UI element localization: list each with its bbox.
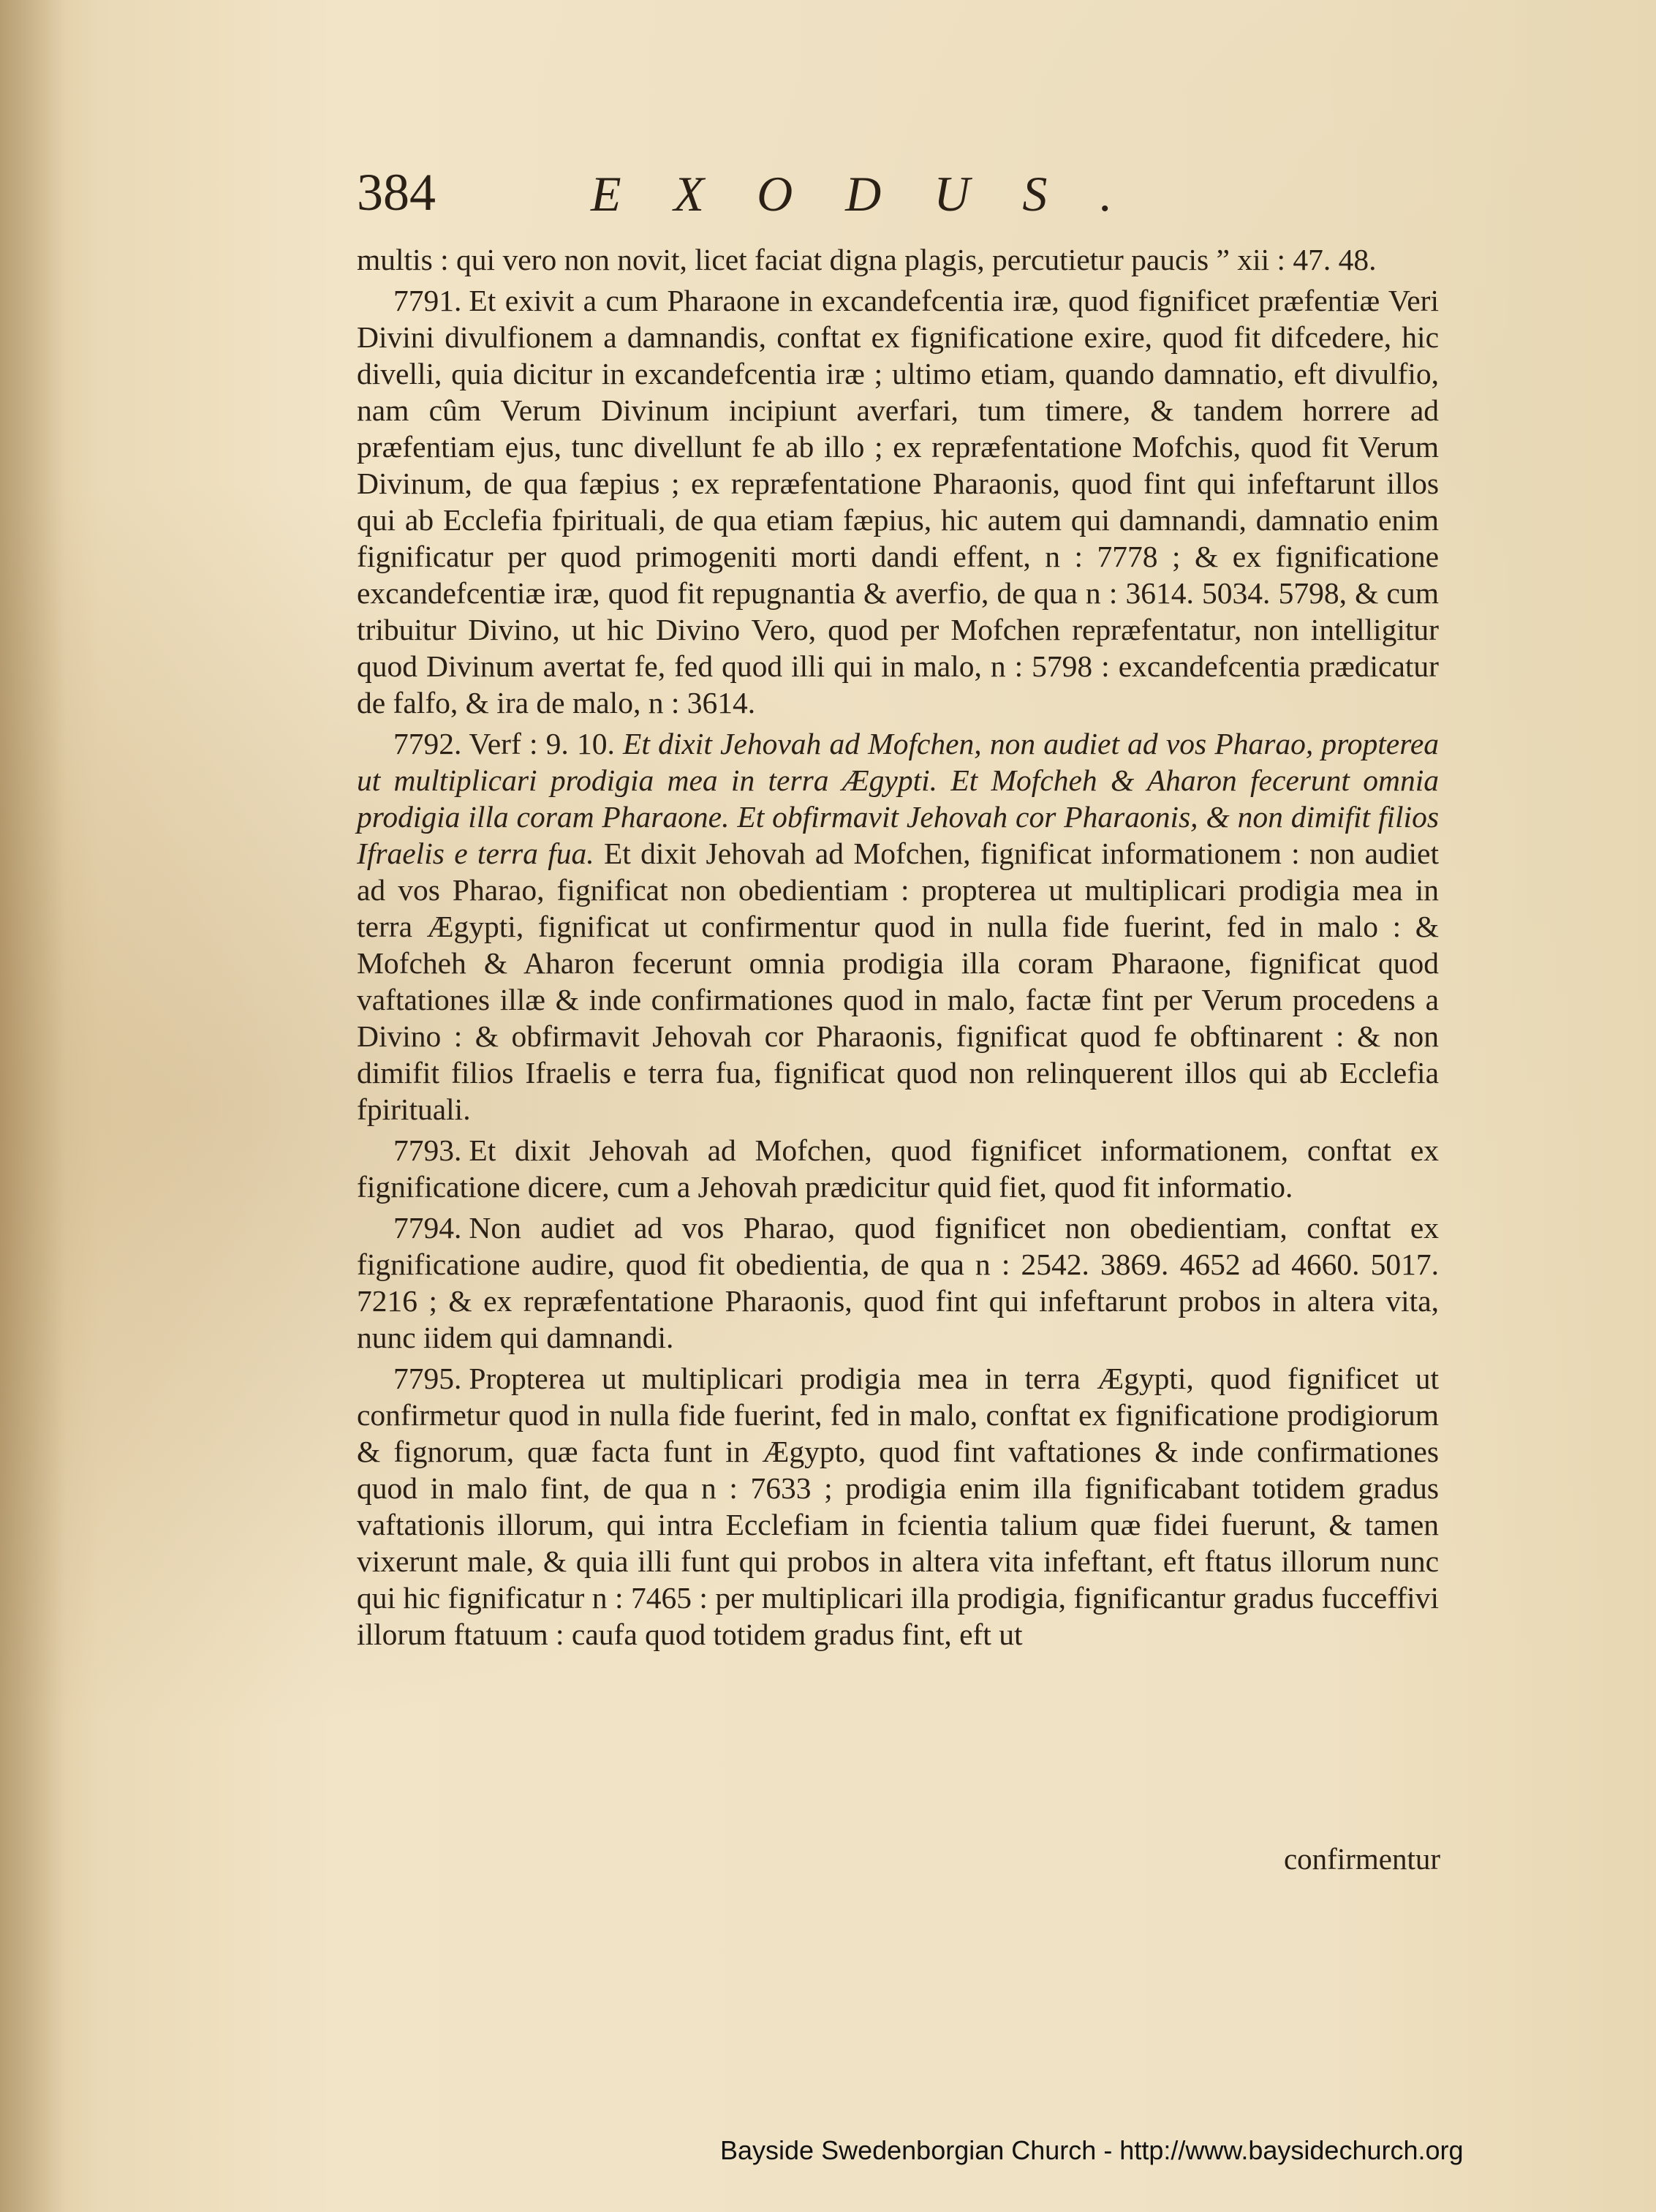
paragraph-text: Non audiet ad vos Pharao, quod fignificet non obedientiam, conftat ex fignificatione audire, quod fit obedientia, de qua n : 2542. 3869. 4652 ad 4660. 5017. 7216 ; & ex repræfentatione Pharaonis, quod fint qui infeftarunt probos in altera vita, nunc iidem qui damnandi. [357, 1211, 1439, 1354]
scripture-quote: Et dixit Jehovah ad Mofchen, non audiet ad vos Pharao, propterea ut multiplicari prodigia mea in terra Ægypti. Et Mofcheh & Aharon fecerunt omnia prodigia illa coram Pharaone. Et obfirmavit Jehovah cor Pharaonis, & non dimifit filios Ifraelis e terra fua. [357, 727, 1439, 870]
paragraph-number: 7793. [393, 1133, 462, 1167]
paragraph-number: 7792. [393, 727, 462, 760]
paragraph [357, 1132, 1439, 1205]
page-number: 384 [357, 163, 436, 222]
paragraph-text: Verf : 9. 10. [469, 727, 624, 760]
paragraph-text: Et exivit a cum Pharaone in excandefcentia iræ, quod fignificet præfentiæ Veri Divini divulfionem a damnandis, conftat ex fignificatione exire, quod fit difcedere, hic divelli, quia dicitur in excandefcentia iræ ; ultimo etiam, quando damnatio, eft divulfio, nam cûm Verum Divinum incipiunt averfari, tum timere, & tandem horrere ad præfentiam ejus, tunc divellunt fe ab illo ; ex repræfentatione Mofchis, quod fit Verum Divinum, de qua fæpius ; ex repræfentatione Pharaonis, quod fint qui infeftarunt illos qui ab Ecclefia fpirituali, de qua etiam fæpius, hic autem qui damnandi, damnatio enim fignificatur per quod primogeniti morti dandi effent, n : 7778 ; & ex fignificatione excandefcentiæ iræ, quod fit repugnantia & averfio, de qua n : 3614. 5034. 5798, & cum tribuitur Divino, ut hic Divino Vero, quod per Mofchen repræfentatur, non intelligitur quod Divinum avertat fe, fed quod illi qui in malo, n : 5798 : excandefcentia prædicatur de falfo, & ira de malo, n : 3614. [357, 284, 1439, 720]
paragraph-number: 7791. [393, 284, 462, 317]
paragraph [357, 282, 1439, 721]
paragraph-number: 7795. [393, 1362, 462, 1395]
site-watermark: Bayside Swedenborgian Church - http://www.baysidechurch.org [720, 2135, 1464, 2165]
paragraph-number: 7794. [393, 1211, 462, 1245]
page-header [357, 162, 1198, 235]
catchword: confirmentur [1283, 1842, 1440, 1876]
paragraph [357, 1209, 1439, 1356]
paragraph-text: Et dixit Jehovah ad Mofchen, fignificat informationem : non audiet ad vos Pharao, fignificat non obedientiam : propterea ut multiplicari prodigia mea in terra Ægypti, fignificat ut confirmentur quod in nulla fide fuerint, fed in malo : & Mofcheh & Aharon fecerunt omnia prodigia illa coram Pharaone, fignificat quod vaftationes illæ & inde confirmationes quod in malo, factæ fint per Verum procedens a Divino : & obfirmavit Jehovah cor Pharaonis, fignificat quod fe obftinarent : & non dimifit filios Ifraelis e terra fua, fignificat quod non relinquerent illos qui ab Ecclefia fpirituali. [357, 837, 1439, 1126]
paragraph [357, 1360, 1439, 1653]
paragraph-text: Et dixit Jehovah ad Mofchen, quod fignificet informationem, conftat ex fignificatione dicere, cum a Jehovah prædicitur quid fiet, quod fit informatio. [357, 1133, 1439, 1204]
paragraph-text: Propterea ut multiplicari prodigia mea in terra Ægypti, quod fignificet ut confirmetur quod in nulla fide fuerint, fed in malo, conftat ex fignificatione prodigiorum & fignorum, quæ facta funt in Ægypto, quod fint vaftationes & inde confirmationes quod in malo fint, de qua n : 7633 ; prodigia enim illa fignificabant totidem gradus vaftationis illorum, qui intra Ecclefiam in fcientia talium quæ fidei fuerunt, & tamen vixerunt male, & quia illi funt qui probos in altera vita infeftant, eft ftatus illorum nunc qui hic fignificatur n : 7465 : per multiplicari illa prodigia, fignificantur gradus fucceffivi illorum ftatuum : caufa quod totidem gradus fint, eft ut [357, 1362, 1439, 1651]
page-edge-stain [0, 0, 66, 2212]
paragraph-text: multis : qui vero non novit, licet faciat digna plagis, percutietur paucis ” xii : 47. 48. [357, 243, 1377, 276]
paragraph [357, 725, 1439, 1128]
paragraph [357, 241, 1439, 278]
running-title: EXODUS. [591, 166, 1165, 222]
body-text [357, 241, 1439, 1657]
